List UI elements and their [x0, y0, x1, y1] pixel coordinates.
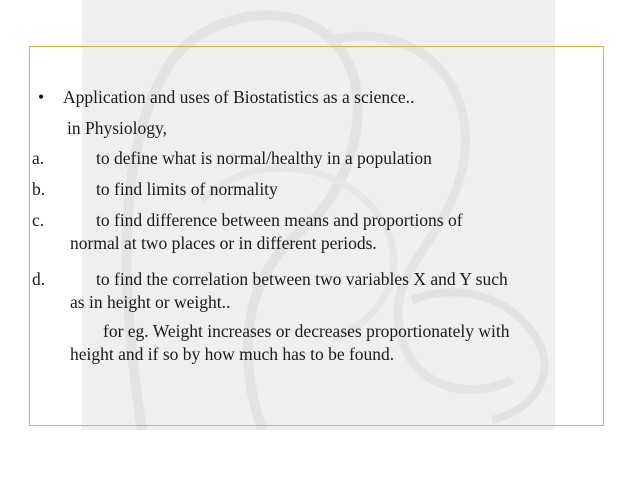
list-marker: b.: [32, 179, 46, 199]
bullet-icon: •: [38, 87, 45, 107]
example-continuation: height and if so by how much has to be found.: [70, 344, 395, 364]
list-item-text: to define what is normal/healthy in a population: [96, 148, 432, 168]
example-text: for eg. Weight increases or decreases proportionately with: [103, 321, 510, 341]
list-marker: a.: [32, 148, 45, 168]
list-item-text: to find limits of normality: [96, 179, 278, 199]
heading-line: [38, 86, 414, 109]
list-marker: c.: [32, 210, 45, 230]
heading-text: Application and uses of Biostatistics as a science..: [63, 87, 415, 107]
list-marker: d.: [32, 269, 46, 289]
subheading: in Physiology,: [67, 118, 167, 138]
list-item-text: to find the correlation between two variables X and Y such: [96, 269, 508, 289]
list-item-c-continuation: normal at two places or in different periods.: [70, 233, 377, 253]
list-item-d-continuation: as in height or weight..: [70, 292, 231, 312]
list-item-text: to find difference between means and proportions of: [96, 210, 463, 230]
